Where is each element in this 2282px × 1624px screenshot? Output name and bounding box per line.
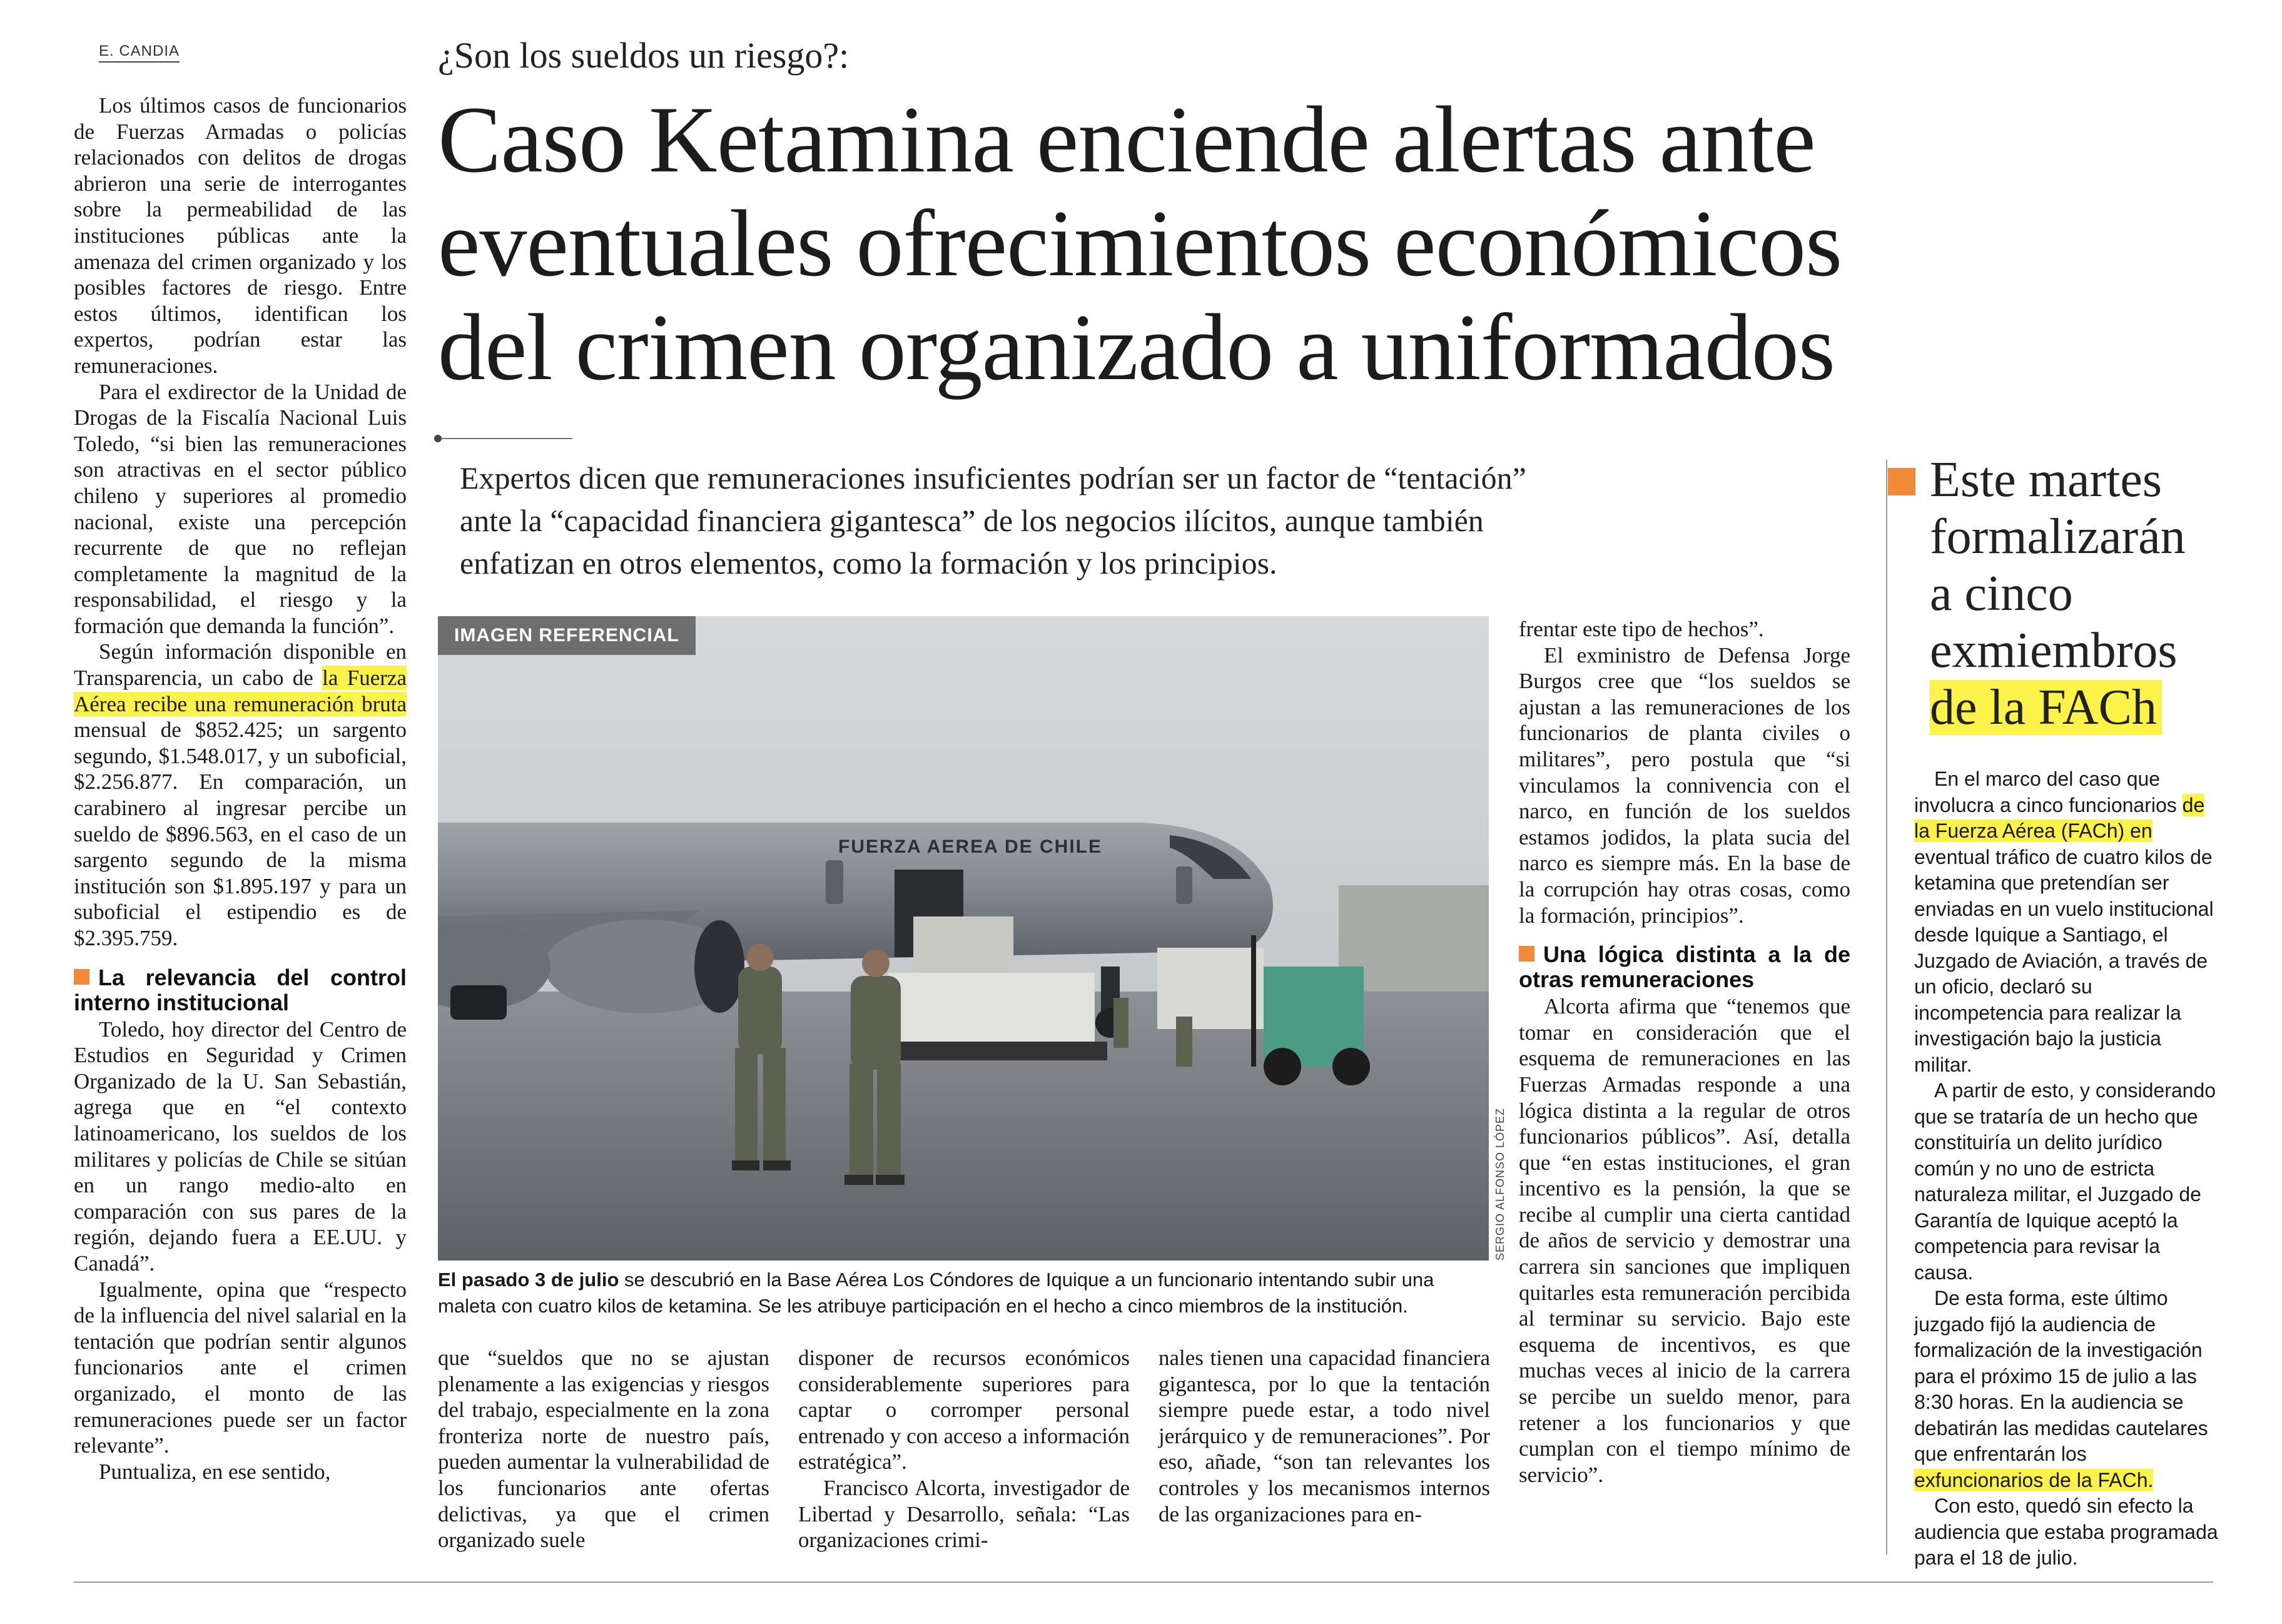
orange-square-icon bbox=[1519, 946, 1534, 962]
sidebar-paragraph-2: A partir de esto, y considerando que se trataría de un hecho que constituiría un delito jurídico común y no uno de estricta naturaleza militar, el Juzgado de Garantía de Iquique aceptó la competencia para revisar la causa. bbox=[1914, 1079, 2216, 1284]
col5-paragraph-3: Alcorta afirma que “tenemos que tomar en consideración que el esquema de remuneraciones en las Fuerzas Armadas responde a una lógica distinta a la regular de otros funcionarios públicos”. Así, detalla que “en estas instituciones, el gran incentivo es la pensión, la que se recibe al cumplir una cierta cantidad de años de servicio y demostrar una carrera sin sanciones que impliquen quitarles esta remuneración percibida al terminar su servicio. Bajo este esquema de incentivos, es que muchas veces al inicio de la carrera se percibe un sueldo menor, para retener a los funcionarios y que cumplan con el tiempo mínimo de servicio”. bbox=[1519, 994, 1850, 1487]
sidebar-highlight-1: de la Fuerza Aérea (FACh) en bbox=[1914, 793, 2205, 842]
col1-highlight: la Fuerza Aérea recibe una remuneración bruta bbox=[74, 666, 407, 716]
byline: E. CANDIA bbox=[99, 43, 180, 63]
lead-divider bbox=[438, 438, 572, 439]
sidebar-square-icon bbox=[1888, 468, 1915, 495]
headline-line-2: eventuales ofrecimientos económicos bbox=[438, 191, 1842, 296]
orange-square-icon bbox=[74, 969, 89, 985]
col3-paragraph-2: Francisco Alcorta, investigador de Libertad y Desarrollo, señala: “Las organizaciones crimi- bbox=[798, 1475, 1130, 1553]
col1-subhead: La relevancia del control interno institucional bbox=[74, 964, 407, 1015]
airplane-photo bbox=[438, 616, 1489, 1261]
headline-line-1: Caso Ketamina enciende alertas ante bbox=[438, 87, 1815, 192]
sidebar-title-line-4: exmiembros bbox=[1930, 623, 2178, 678]
column-2 bbox=[438, 1345, 769, 1553]
lead-divider-dot bbox=[434, 435, 442, 442]
sidebar-title-line-1: Este martes bbox=[1930, 452, 2162, 507]
sidebar-paragraph-3: De esta forma, este último juzgado fijó la audiencia de formalización de la investigación para el próximo 15 de julio a las 8:30 horas. En la audiencia se debatirán las medidas cautelares que enfrentarán los exfuncionarios de la FACh. bbox=[1914, 1287, 2208, 1491]
sidebar-title-line-2: formalizarán bbox=[1930, 509, 2186, 564]
sidebar-title bbox=[1930, 452, 2243, 736]
bottom-rule bbox=[74, 1581, 2213, 1583]
col5-subhead: Una lógica distinta a la de otras remuneraciones bbox=[1519, 941, 1850, 993]
col1-paragraph-4: Toledo, hoy director del Centro de Estudios en Seguridad y Crimen Organizado de la U. San Sebastián, agrega que en “el contexto latinoamericano, los sueldos de los militares y policías de Chile se sitúan en un rango medio-alto en comparación con sus pares de la región, dejando fuera a EE.UU. y Canadá”. bbox=[74, 1017, 407, 1276]
sidebar-title-highlight: de la FACh bbox=[1930, 680, 2162, 735]
column-5 bbox=[1519, 616, 1850, 1488]
photo-credit: SERGIO ALFONSO LÓPEZ bbox=[1494, 1107, 1506, 1261]
sidebar-body bbox=[1914, 766, 2221, 1571]
sidebar-title-line-3: a cinco bbox=[1930, 566, 2073, 621]
col2-paragraph: que “sueldos que no se ajustan plenamente a las exigencias y riesgos del trabajo, especialmente en la zona fronteriza norte de nuestro país, pueden aumentar la vulnerabilidad de los funcionarios ante ofertas delictivas, ya que el crimen organizado suele bbox=[438, 1346, 769, 1553]
fuselage-text: FUERZA AEREA DE CHILE bbox=[838, 836, 1103, 857]
col3-paragraph-1: disponer de recursos económicos considerablemente superiores para captar o corromper personal entrenado y con acceso a información estratégica”. bbox=[798, 1346, 1130, 1474]
lead-line-2: ante la “capacidad financiera gigantesca” de los negocios ilícitos, aunque también bbox=[460, 503, 1484, 538]
sidebar-paragraph-1: En el marco del caso que involucra a cinco funcionarios de la Fuerza Aérea (FACh) en eventual tráfico de cuatro kilos de ketamina que pretendían ser enviadas en un vuelo institucional desde Iquique a Santiago, el Juzgado de Aviación, a través de un oficio, declaró su incompetencia para realizar la investigación bajo la justicia militar. bbox=[1914, 768, 2214, 1076]
column-3 bbox=[798, 1345, 1130, 1553]
col1-p3-text-a: Según información disponible en Transparencia, un cabo de bbox=[74, 639, 407, 691]
headline bbox=[438, 88, 2077, 399]
column-4 bbox=[1159, 1345, 1490, 1527]
col1-paragraph-5: Igualmente, opina que “respecto de la influencia del nivel salarial en la tentación que podrían sentir algunos funcionarios ante el crimen organizado, el monto de las remuneraciones puede ser un factor relevante”. bbox=[74, 1277, 407, 1458]
sidebar-rule bbox=[1886, 460, 1887, 1555]
kicker: ¿Son los sueldos un riesgo?: bbox=[438, 35, 849, 76]
headline-line-3: del crimen organizado a uniformados bbox=[438, 295, 1835, 400]
sidebar-paragraph-4: Con esto, quedó sin efecto la audiencia que estaba programada para el 18 de julio. bbox=[1914, 1495, 2218, 1569]
lead bbox=[460, 457, 1911, 584]
caption-bold: El pasado 3 de julio bbox=[438, 1269, 619, 1291]
caption-text: se descubrió en la Base Aérea Los Cóndores de Iquique a un funcionario intentando subir una maleta con cuatro kilos de ketamina. Se les atribuye participación en el hecho a cinco miembros de la institución. bbox=[438, 1269, 1434, 1317]
sidebar-highlight-2: exfuncionarios de la FACh. bbox=[1914, 1468, 2154, 1491]
col1-paragraph-6: Puntualiza, en ese sentido, bbox=[99, 1459, 331, 1484]
col1-paragraph-1: Los últimos casos de funcionarios de Fuerzas Armadas o policías relacionados con delitos de drogas abrieron una serie de interrogantes sobre la permeabilidad de las instituciones públicas ante la amenaza del crimen organizado y los posibles factores de riesgo. Entre estos últimos, identifican los expertos, podrían estar las remuneraciones. bbox=[74, 93, 407, 378]
col5-paragraph-2: El exministro de Defensa Jorge Burgos cree que “los sueldos se ajustan a las remuneraciones de los funcionarios de planta civiles o militares”, pero postula que “si vinculamos la connivencia con el narco, en función de los sueldos estamos jodidos, la plata sucia del narco es siempre más. En la base de la corrupción hay otras cosas, como la formación, principios”. bbox=[1519, 642, 1850, 928]
col1-p3-text-b: mensual de $852.425; un sargento segundo, $1.548.017, y un suboficial, $2.256.877. En comparación, un carabinero al ingresar percibe un sueldo de $896.563, en el caso de un sargento segundo de la misma institución son $1.895.197 y para un suboficial el estipendio es de $2.395.759. bbox=[74, 718, 407, 950]
col4-paragraph: nales tienen una capacidad financiera gigantesca, por lo que la tentación siempre puede estar, a todo nivel jerárquico y de remuneraciones”. Por eso, añade, “son tan relevantes los controles y los mecanismos internos de las organizaciones para en- bbox=[1159, 1346, 1490, 1526]
column-1 bbox=[74, 93, 407, 1484]
lead-line-1: Expertos dicen que remuneraciones insuficientes podrían ser un factor de “tentación” bbox=[460, 460, 1526, 495]
photo-caption bbox=[438, 1267, 1489, 1319]
photo-tag: IMAGEN REFERENCIAL bbox=[438, 616, 696, 655]
col1-paragraph-3 bbox=[74, 639, 407, 951]
col5-paragraph-1: frentar este tipo de hechos”. bbox=[1519, 617, 1764, 641]
lead-line-3: enfatizan en otros elementos, como la formación y los principios. bbox=[460, 546, 1277, 581]
photo bbox=[438, 616, 1489, 1261]
col1-paragraph-2: Para el exdirector de la Unidad de Drogas de la Fiscalía Nacional Luis Toledo, “si bien las remuneraciones son atractivas en el sector público chileno y superiores al promedio nacional, existe una percepción recurrente de que no reflejan completamente la magnitud de la responsabilidad, el riesgo y la formación que demanda la función”. bbox=[74, 379, 407, 638]
